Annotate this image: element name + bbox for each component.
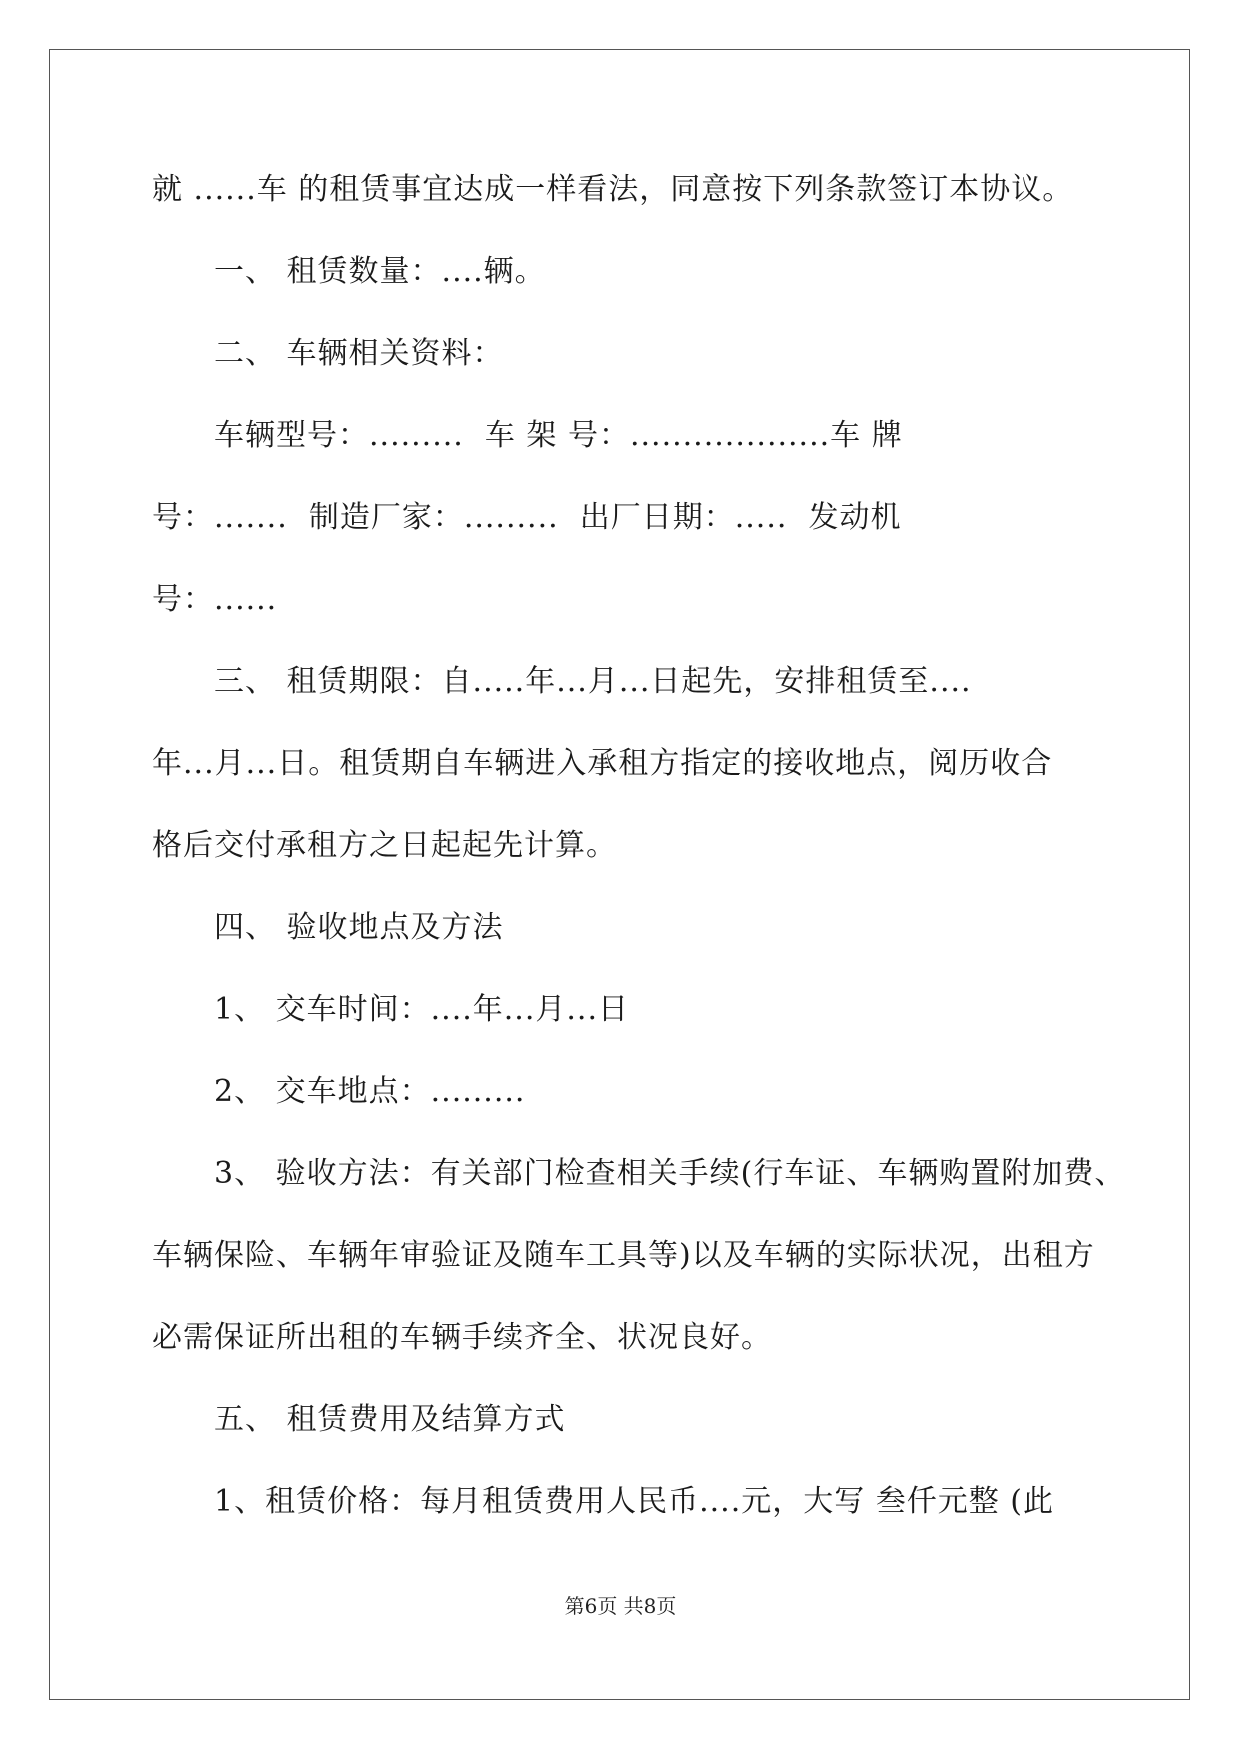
- paragraph-line: 必需保证所出租的车辆手续齐全、状况良好。: [152, 1320, 772, 1355]
- paragraph-line: 号：....... 制造厂家：......... 出厂日期：..... 发动机: [152, 500, 902, 535]
- section-heading: 二、 车辆相关资料：: [214, 336, 504, 371]
- paragraph-line: 车辆型号：......... 车 架 号：...................车 牌: [214, 418, 903, 453]
- list-item: 3、 验收方法：有关部门检查相关手续(行车证、车辆购置附加费、: [214, 1156, 1126, 1191]
- paragraph-line: 就 ......车 的租赁事宜达成一样看法，同意按下列条款签订本协议。: [152, 172, 1074, 207]
- paragraph-line: 车辆保险、车辆年审验证及随车工具等)以及车辆的实际状况，出租方: [152, 1238, 1095, 1273]
- page-number-footer: 第6页 共8页: [564, 1594, 677, 1618]
- section-heading: 四、 验收地点及方法: [214, 910, 504, 945]
- paragraph-line: 格后交付承租方之日起起先计算。: [152, 828, 617, 863]
- section-heading: 一、 租赁数量：....辆。: [214, 254, 546, 289]
- section-heading: 三、 租赁期限：自.....年...月...日起先，安排租赁至....: [214, 664, 972, 699]
- list-item: 2、 交车地点：.........: [214, 1074, 526, 1109]
- paragraph-line: 号：......: [152, 582, 278, 617]
- paragraph-line: 年...月...日。租赁期自车辆进入承租方指定的接收地点，阅历收合: [152, 746, 1053, 781]
- section-heading: 五、 租赁费用及结算方式: [214, 1402, 566, 1437]
- list-item: 1、租赁价格：每月租赁费用人民币....元，大写 叁仟元整 (此: [214, 1484, 1055, 1519]
- list-item: 1、 交车时间：....年...月...日: [214, 992, 629, 1027]
- document-body: [152, 162, 1126, 1556]
